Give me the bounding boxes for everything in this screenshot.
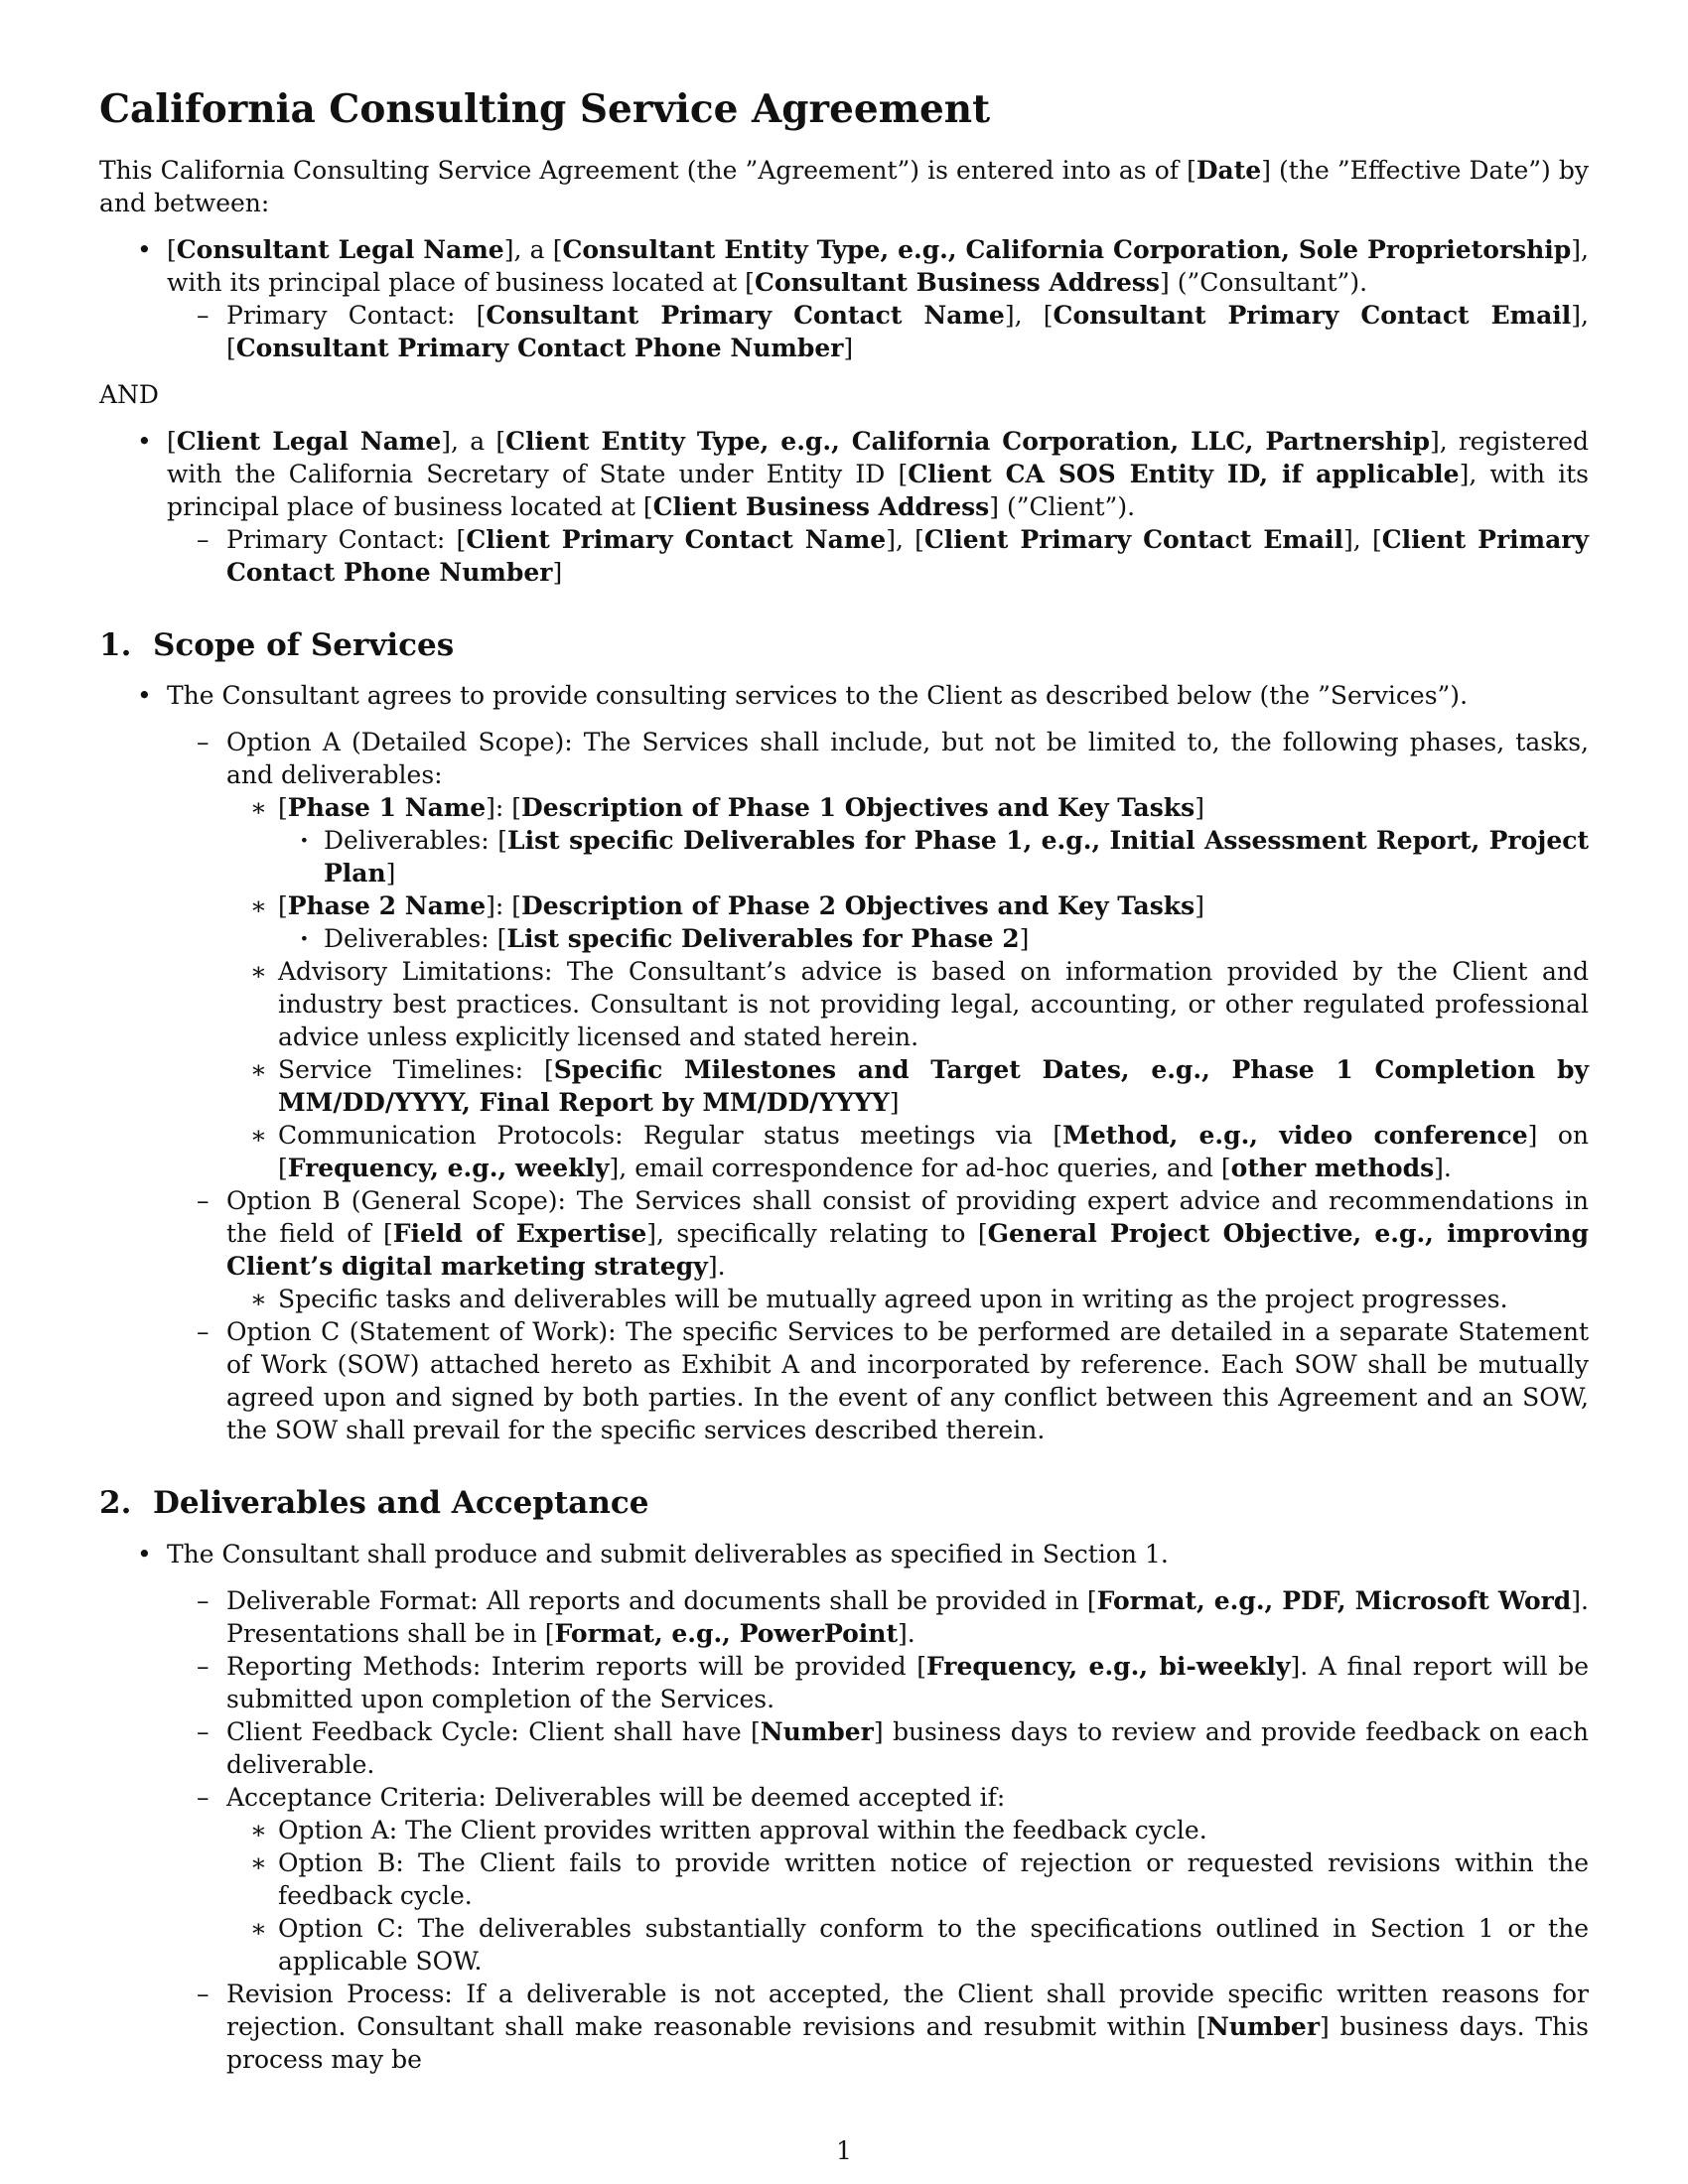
section-2-intro: [99, 1538, 1589, 2076]
acceptance-options: [226, 1814, 1589, 1978]
text: ], [: [1004, 300, 1054, 330]
consultant-party: [99, 233, 1589, 364]
text: ]. A final report will be submitted upon completion of the Services.: [226, 1652, 1589, 1714]
acceptance-option-a: ∗ Option A: The Client provides written approval within the feedback cycle.: [226, 1814, 1589, 1846]
consultant-legal-name-placeholder: Consultant Legal Name: [176, 234, 504, 264]
client-contact-phone-placeholder: Client Primary Contact Phone Number: [226, 524, 1589, 587]
text: ] on [: [278, 1121, 1589, 1183]
text: Deliverables: [: [324, 826, 508, 856]
section-1-heading: 1. Scope of Services: [99, 626, 455, 663]
deliverables-terms-list: [167, 1584, 1589, 2076]
text: [: [167, 426, 177, 456]
text: Primary Contact: [: [226, 524, 467, 554]
phase-2-item: [226, 889, 1589, 955]
text: ]: [552, 557, 563, 587]
service-timelines: [226, 1053, 1589, 1119]
text: ], with its principal place of business located at [: [167, 459, 1590, 521]
text: ]: [1019, 924, 1030, 954]
option-a-items: [226, 791, 1589, 1184]
advisory-limitations: ∗ Advisory Limitations: The Consultant’s advice is based on information provided by the Client and industry best practices. Consultant is not providing legal, accounting, or other regulated professional advice unless explicitly licensed and stated herein.: [226, 955, 1589, 1053]
client-contact-list: [167, 523, 1589, 589]
text: ]: [385, 859, 396, 888]
acceptance-option-b: ∗ Option B: The Client fails to provide written notice of rejection or requested revisions within the feedback cycle.: [226, 1846, 1589, 1912]
scope-options-list: [167, 726, 1589, 1446]
client-contact-email-placeholder: Client Primary Contact Email: [923, 524, 1344, 554]
phase-2-deliverables: [278, 922, 1589, 955]
phase-2-deliverables-placeholder: List specific Deliverables for Phase 2: [506, 924, 1020, 954]
text: The Consultant shall produce and submit deliverables as specified in Section 1.: [167, 1540, 1169, 1570]
consultant-entity-type-placeholder: Consultant Entity Type, e.g., California Corporation, Sole Proprietorship: [562, 234, 1572, 264]
text: [: [167, 234, 177, 264]
text: ]: [: [486, 793, 522, 823]
project-objective-placeholder: General Project Objective, e.g., improving Client’s digital marketing strategy: [226, 1219, 1590, 1282]
section-2-heading: 2. Deliverables and Acceptance: [99, 1485, 649, 1522]
text: ], [: [886, 524, 924, 554]
option-a: [167, 726, 1589, 1184]
client-address-placeholder: Client Business Address: [652, 491, 990, 521]
text: Deliverable Format: All reports and documents shall be provided in [: [226, 1586, 1097, 1616]
text: ].: [707, 1252, 726, 1282]
and-separator: AND: [99, 379, 159, 409]
client-entity-type-placeholder: Client Entity Type, e.g., California Corporation, LLC, Partnership: [505, 426, 1430, 456]
other-methods-placeholder: other methods: [1230, 1154, 1435, 1183]
reporting-frequency-placeholder: Frequency, e.g., bi-weekly: [925, 1652, 1291, 1682]
text: ]: [843, 333, 854, 362]
section-1-list: [99, 679, 1589, 1446]
text: ]: [889, 1088, 900, 1118]
text: Reporting Methods: Interim reports will be provided [: [226, 1652, 926, 1682]
phase-1-description-placeholder: Description of Phase 1 Objectives and Key Tasks: [521, 793, 1196, 823]
text: ] business days to review and provide feedback on each deliverable.: [226, 1717, 1589, 1780]
text: The Consultant agrees to provide consulting services to the Client as described below (the ”Services”).: [167, 681, 1469, 711]
client-party: [99, 425, 1589, 589]
intro-text: ] (the ”Effective Date”) by and between:: [99, 155, 1589, 217]
phase-1-deliverables: [278, 824, 1589, 889]
text: ].: [898, 1619, 915, 1649]
revision-days-placeholder: Number: [1205, 2012, 1320, 2042]
acceptance-criteria: [167, 1781, 1589, 1978]
client-contact-name-placeholder: Client Primary Contact Name: [466, 524, 887, 554]
intro-paragraph: [99, 154, 1589, 219]
text: ], specifically relating to [: [646, 1219, 988, 1249]
option-b: [167, 1184, 1589, 1315]
option-c: – Option C (Statement of Work): The specific Services to be performed are detailed in a separate Statement of Work (SOW) attached hereto as Exhibit A and incorporated by reference. Each SOW shall be mutually agreed upon and signed by both parties. In the event of any conflict between this Agreement and an SOW, the SOW shall prevail for the specific services described therein.: [167, 1315, 1589, 1446]
text: ]. Presentations shall be in [: [226, 1586, 1589, 1649]
text: ].: [1434, 1154, 1452, 1183]
document-format-placeholder: Format, e.g., PDF, Microsoft Word: [1096, 1586, 1572, 1616]
text: Deliverables: [: [324, 924, 507, 954]
phase-2-description-placeholder: Description of Phase 2 Objectives and Key Tasks: [521, 891, 1196, 921]
text: ], a [: [441, 426, 506, 456]
text: ] (”Consultant”).: [1160, 267, 1368, 297]
phase-2-name-placeholder: Phase 2 Name: [287, 891, 487, 921]
text: ]: [1195, 793, 1204, 823]
text: Acceptance Criteria: Deliverables will be deemed accepted if:: [226, 1783, 1006, 1813]
communication-protocols: [226, 1119, 1589, 1184]
text: Revision Process: If a deliverable is not accepted, the Client shall provide specific written reasons for rejection. Consultant shall make reasonable revisions and resubmit within [: [226, 1979, 1589, 2042]
client-entity-id-placeholder: Client CA SOS Entity ID, if applicable: [908, 459, 1460, 488]
phase-1-item: [226, 791, 1589, 889]
section-1-intro: [99, 679, 1589, 1446]
date-placeholder: Date: [1196, 155, 1262, 185]
text: ]: [1195, 891, 1204, 921]
consultant-contact-name-placeholder: Consultant Primary Contact Name: [486, 300, 1005, 330]
text: [: [278, 891, 288, 921]
text: Service Timelines: [: [278, 1055, 554, 1085]
acceptance-option-c: ∗ Option C: The deliverables substantially conform to the specifications outlined in Section 1 or the applicable SOW.: [226, 1912, 1589, 1978]
consultant-contact-list: [167, 299, 1589, 364]
deliverable-format: [167, 1584, 1589, 1650]
text: [: [278, 793, 288, 823]
text: Option A (Detailed Scope): The Services shall include, but not be limited to, the following phases, tasks, and deliverables:: [226, 728, 1589, 790]
text: ], [: [1343, 524, 1382, 554]
client-feedback-cycle: [167, 1715, 1589, 1781]
text: ] (”Client”).: [989, 491, 1136, 521]
text: Client Feedback Cycle: Client shall have [: [226, 1717, 761, 1747]
phase-1-deliverables-list: [278, 824, 1589, 889]
section-2-list: [99, 1538, 1589, 2076]
option-b-items: [226, 1283, 1589, 1315]
text: ]: [: [486, 891, 522, 921]
client-party-list: [99, 425, 1589, 589]
frequency-placeholder: Frequency, e.g., weekly: [287, 1154, 610, 1183]
consultant-party-list: [99, 233, 1589, 364]
feedback-days-placeholder: Number: [760, 1717, 874, 1747]
client-primary-contact: [167, 523, 1589, 589]
consultant-primary-contact: [167, 299, 1589, 364]
intro-text: This California Consulting Service Agreement (the ”Agreement”) is entered into as of [: [99, 155, 1196, 185]
text: Communication Protocols: Regular status meetings via [: [278, 1121, 1063, 1151]
consultant-contact-email-placeholder: Consultant Primary Contact Email: [1053, 300, 1572, 330]
consultant-contact-phone-placeholder: Consultant Primary Contact Phone Number: [235, 333, 844, 362]
option-b-tasks: ∗ Specific tasks and deliverables will be mutually agreed upon in writing as the project progresses.: [226, 1283, 1589, 1315]
client-legal-name-placeholder: Client Legal Name: [176, 426, 442, 456]
text: ], email correspondence for ad-hoc queries, and [: [609, 1154, 1231, 1183]
text: ], [: [226, 300, 1589, 362]
page-number: 1: [836, 2136, 852, 2165]
text: ], a [: [503, 234, 563, 264]
phase-1-name-placeholder: Phase 1 Name: [287, 793, 487, 823]
document-title: California Consulting Service Agreement: [99, 86, 991, 132]
text: ], with its principal place of business located at [: [167, 234, 1589, 297]
revision-process: [167, 1978, 1589, 2076]
consultant-address-placeholder: Consultant Business Address: [754, 267, 1161, 297]
timelines-placeholder: Specific Milestones and Target Dates, e.g., Phase 1 Completion by MM/DD/YYYY, Final Report by MM/DD/YYYY: [278, 1055, 1589, 1118]
document-page: [99, 87, 1589, 2076]
phase-2-deliverables-list: [278, 922, 1589, 955]
field-of-expertise-placeholder: Field of Expertise: [392, 1219, 647, 1249]
text: Option B (General Scope): The Services shall consist of providing expert advice and recommendations in the field of [: [226, 1186, 1589, 1249]
phase-1-deliverables-placeholder: List specific Deliverables for Phase 1, e.g., Initial Assessment Report, Project Plan: [324, 826, 1589, 888]
text: Primary Contact: [: [226, 300, 487, 330]
text: ], registered with the California Secretary of State under Entity ID [: [167, 426, 1590, 488]
method-placeholder: Method, e.g., video conference: [1062, 1121, 1528, 1151]
text: ] business days. This process may be: [226, 2012, 1589, 2075]
presentation-format-placeholder: Format, e.g., PowerPoint: [554, 1619, 898, 1649]
reporting-methods: [167, 1650, 1589, 1715]
